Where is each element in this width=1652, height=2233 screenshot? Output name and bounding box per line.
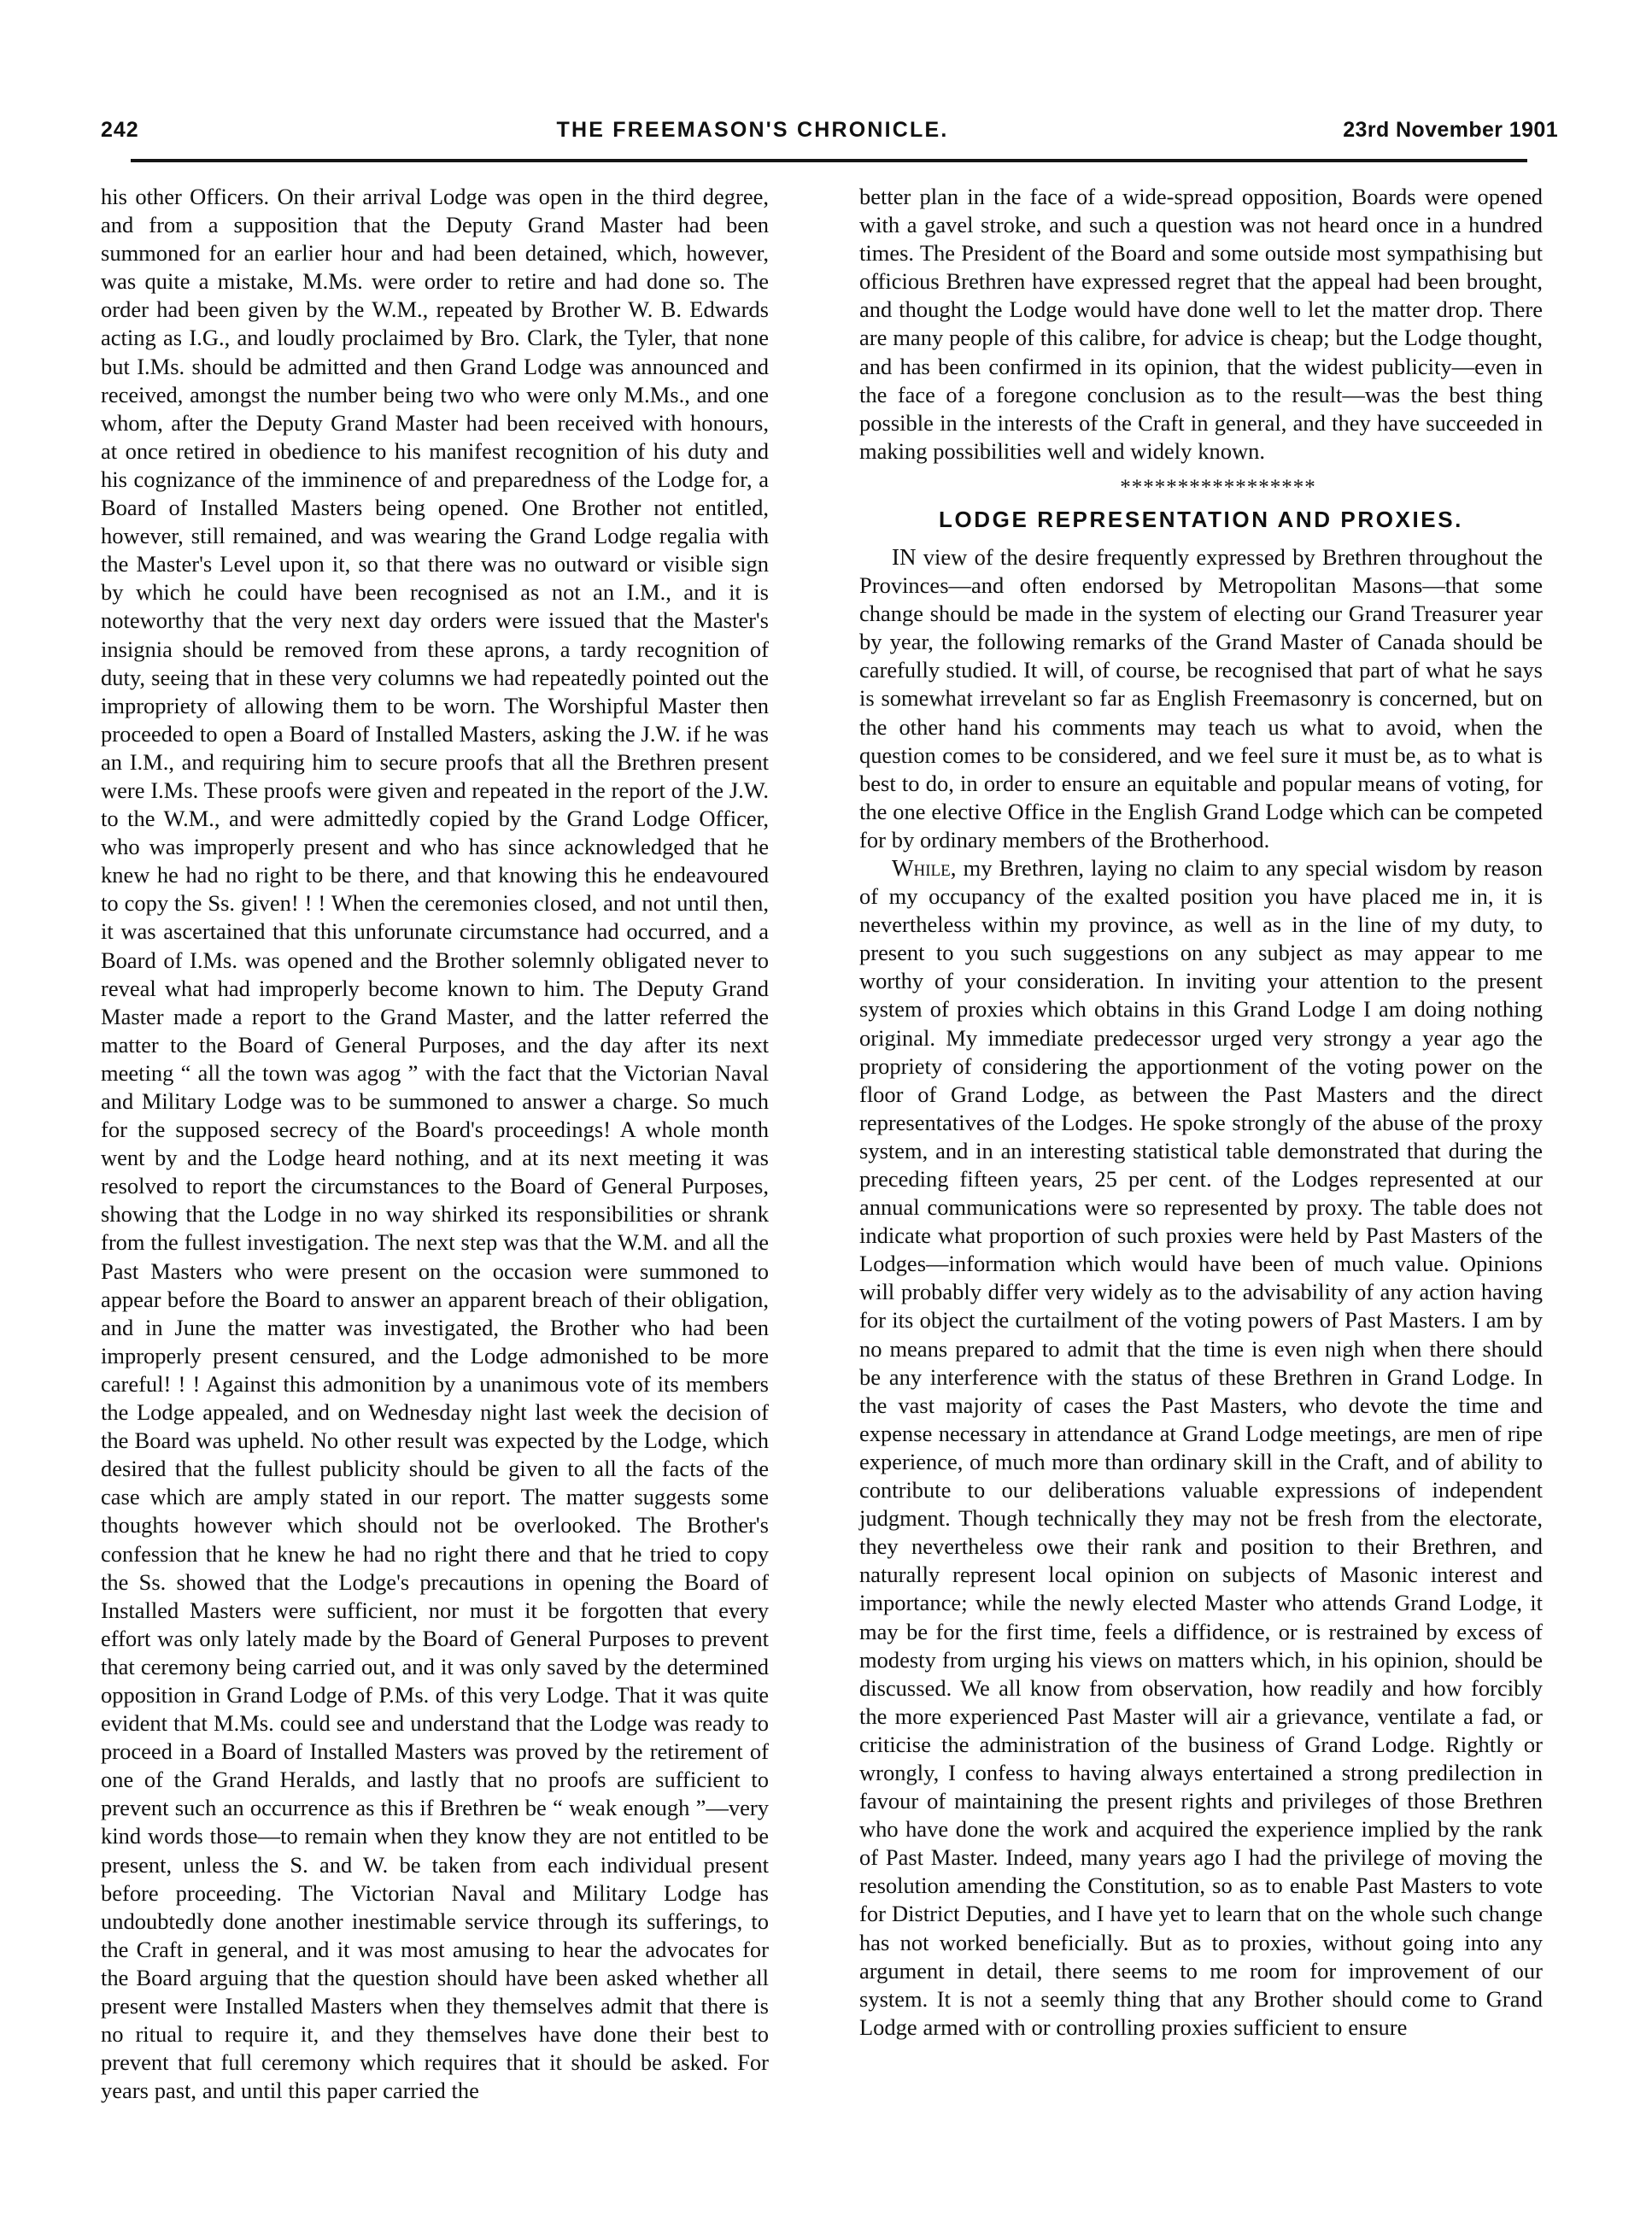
right-column-lead-paragraph: better plan in the face of a wide-spread opposition, Boards were opened with a gavel stroke, and such a question was not heard once in a hundred times. The President of the Board and some outside most sympathising but officious Brethren have expressed regret that the appeal had been brought, and thought the Lodge would have done well to let the matter drop. There are many people of this calibre, for advice is cheap; but the Lodge thought, and has been confirmed in its opinion, that the widest publicity—even in the face of a foregone conclusion as to the result—was the best thing possible in the interests of the Craft in general, and they have succeeded in making possibilities well and widely known. <box>859 184 1543 464</box>
issue-date: 23rd November 1901 <box>1343 118 1558 142</box>
section-heading: LODGE REPRESENTATION AND PROXIES. <box>938 506 1464 532</box>
publication-title: THE FREEMASON'S CHRONICLE. <box>556 118 949 142</box>
article-paragraph-2 <box>859 854 1543 2042</box>
article-paragraph-1 <box>859 543 1543 854</box>
left-text-column <box>101 183 784 2173</box>
body-columns <box>101 183 1558 2173</box>
paragraph-lead-word: While, <box>892 854 957 881</box>
running-head <box>101 118 1558 155</box>
left-column-paragraph: his other Officers. On their arrival Lodge was open in the third degree, and from a supposition that the Deputy Grand Master had been summoned for an earlier hour and had been detained, which, however, was quite a mistake, M.Ms. were order to retire and had done so. The order had been given by the W.M., repeated by Brother W. B. Edwards acting as I.G., and loudly proclaimed by Bro. Clark, the Tyler, that none but I.Ms. should be admitted and then Grand Lodge was announced and received, amongst the number being two who were only M.Ms., and one whom, after the Deputy Grand Master had been received with honours, at once retired in obedience to his manifest recognition of his duty and his cognizance of the imminence of and preparedness of the Lodge for, a Board of Installed Masters being opened. One Brother not entitled, however, still remained, and was wearing the Grand Lodge regalia with the Master's Level upon it, so that there was no outward or visible sign by which he could have been recognised as not an I.M., and it is noteworthy that the very next day orders were issued that the Master's insignia should be removed from these aprons, a tardy recognition of duty, seeing that in these very columns we had repeatedly pointed out the impropriety of allowing them to be worn. The Worshipful Master then proceeded to open a Board of Installed Masters, asking the J.W. if he was an I.M., and requiring him to secure proofs that all the Brethren present were I.Ms. These proofs were given and repeated in the report of the J.W. to the W.M., and were admittedly copied by the Grand Lodge Officer, who was improperly present and who has since acknowledged that he knew he had no right to be there, and that knowing this he endeavoured to copy the Ss. given! ! ! When the ceremonies closed, and not until then, it was ascertained that this unforunate circumstance had occurred, and a Board of I.Ms. was opened and the Brother solemnly obligated never to reveal what had improperly become known to him. The Deputy Grand Master made a report to the Grand Master, and the latter referred the matter to the Board of General Purposes, and the day after its next meeting “ all the town was agog ” with the fact that the Victorian Naval and Military Lodge was to be summoned to answer a charge. So much for the supposed secrecy of the Board's proceedings! A whole month went by and the Lodge heard nothing, and at its next meeting it was resolved to report the circumstances to the Board of General Purposes, showing that the Lodge in no way shirked its responsibilities or shrank from the fullest investigation. The next step was that the W.M. and all the Past Masters who were present on the occasion were summoned to appear before the Board to answer an apparent breach of their obligation, and in June the matter was investigated, the Brother who had been improperly present censured, and the Lodge admonished to be more careful! ! ! Against this admonition by a unanimous vote of its members the Lodge appealed, and on Wednesday night last week the decision of the Board was upheld. No other result was expected by the Lodge, which desired that the fullest publicity should be given to all the facts of the case which are amply stated in our report. The matter suggests some thoughts however which should not be overlooked. The Brother's confession that he knew he had no right there and that he tried to copy the Ss. showed that the Lodge's precautions in opening the Board of Installed Masters were sufficient, nor must it be forgotten that every effort was only lately made by the Board of General Purposes to prevent that ceremony being carried out, and it was only saved by the determined opposition in Grand Lodge of P.Ms. of this very Lodge. That it was quite evident that M.Ms. could see and understand that the Lodge was ready to proceed in a Board of Installed Masters was proved by the retirement of one of the Grand Heralds, and lastly that no proofs are sufficient to prevent such an occurrence as this if Brethren be “ weak enough ”—very kind words those—to remain when they know they are not entitled to be present, unless the S. and W. be taken from each individual present before proceeding. The Victorian Naval and Military Lodge has undoubtedly done another inestimable service through its sufferings, to the Craft in general, and it was most amusing to hear the advocates for the Board arguing that the question should have been asked whether all present were Installed Masters when they themselves admit that there is no ritual to require it, and they themselves have done their best to prevent that full ceremony which requires that it should be asked. For years past, and until this paper carried the <box>101 184 769 2104</box>
header-rule-divider <box>131 159 1527 162</box>
asterisk-divider: ***************** <box>1120 475 1316 499</box>
page-folio-number: 242 <box>101 118 139 142</box>
paragraph-body-text: my Brethren, laying no claim to any special wisdom by reason of my occupancy of the exalted position you have placed me in, it is nevertheless within my province, as well as in the line of my duty, to present to you such suggestions on any subject as may appear to me worthy of your consideration. In inviting your attention to the present system of proxies which obtains in this Grand Lodge I am doing nothing original. My immediate predecessor urged very strongy a year ago the propriety of considering the apportionment of the voting power on the floor of Grand Lodge, as between the Past Masters and the direct representatives of the Lodges. He spoke strongly of the abuse of the proxy system, and in an interesting statistical table demonstrated that during the preceding fifteen years, 25 per cent. of the Lodges represented at our annual communications were so represented by proxy. The table does not indicate what proportion of such proxies were held by Past Masters of the Lodges—information which would have been of much value. Opinions will probably differ very widely as to the advisability of any action having for its object the curtailment of the voting powers of Past Masters. I am by no means prepared to admit that the time is even nigh when there should be any interference with the status of these Brethren in Grand Lodge. In the vast majority of cases the Past Masters, who devote the time and expense necessary in attendance at Grand Lodge meetings, are men of ripe experience, of much more than ordinary skill in the Craft, and of ability to contribute to our deliberations valuable expressions of independent judgment. Though technically they may not be fresh from the electorate, they nevertheless owe their rank and position to their Brethren, and naturally represent local opinion on subjects of Masonic interest and importance; while the newly elected Master who attends Grand Lodge, it may be for the first time, feels a diffidence, or is restrained by excess of modesty from urging his views on matters which, in his opinion, should be discussed. We all know from observation, how readily and how forcibly the more experienced Past Master will air a grievance, ventilate a fad, or criticise the administration of the business of Grand Lodge. Rightly or wrongly, I confess to having always entertained a strong predilection in favour of maintaining the present rights and privileges of those Brethren who have done the work and acquired the experience implied by the rank of Past Master. Indeed, many years ago I had the privilege of moving the resolution amending the Constitution, so as to enable Past Masters to vote for District Deputies, and I have yet to learn that on the whole such change has not worked beneficially. But as to proxies, without going into any argument in detail, there seems to me room for improvement of our system. It is not a seemly thing that any Brother should come to Grand Lodge armed with or controlling proxies sufficient to ensure <box>859 854 1543 2040</box>
right-text-column <box>859 183 1543 2173</box>
paragraph-body-text: view of the desire frequently expressed by Brethren throughout the Provinces—and often endorsed by Metropolitan Masons—that some change should be made in the system of electing our Grand Treasurer year by year, the following remarks of the Grand Master of Canada should be carefully studied. It will, of course, be recognised that part of what he says is somewhat irrevelant so far as English Freemasonry is concerned, but on the other hand his comments may teach us what to avoid, when the question comes to be considered, and we feel sure it must be, as to what is best to do, in order to ensure an equitable and popular means of voting, for the one elective Office in the English Grand Lodge which can be competed for by ordinary members of the Brotherhood. <box>859 543 1543 853</box>
paragraph-lead-word: IN <box>892 543 917 570</box>
